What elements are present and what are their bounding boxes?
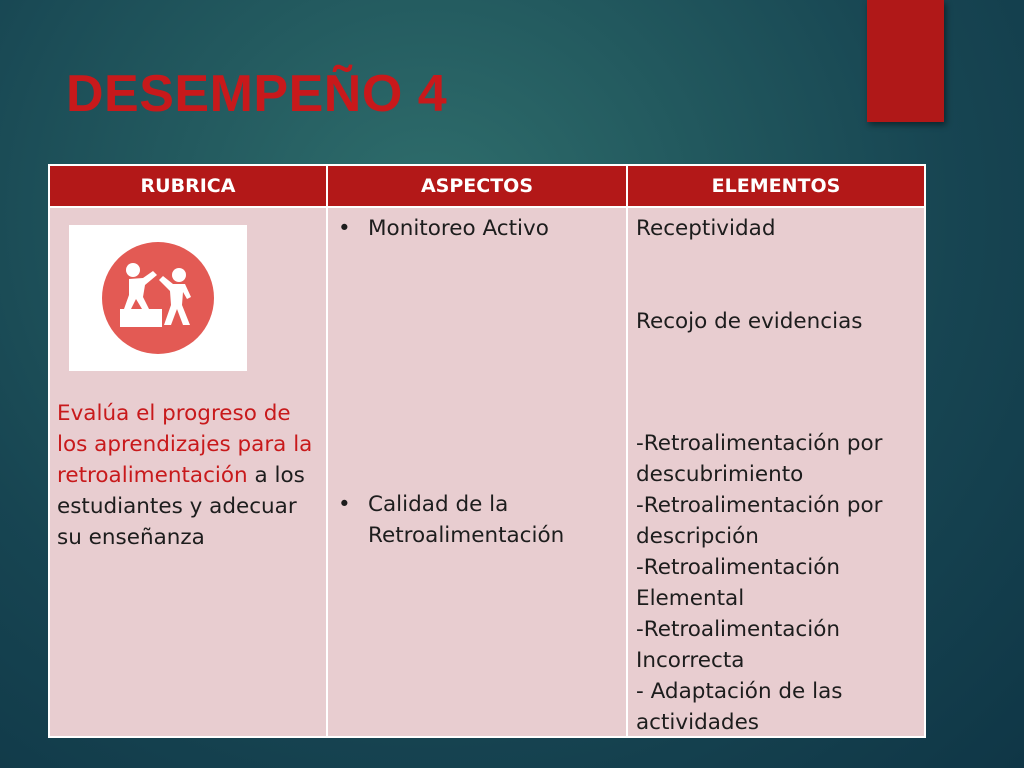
rubric-description [57,398,319,553]
header-elementos: ELEMENTOS [627,165,925,207]
aspectos-cell [327,207,627,737]
header-aspectos: ASPECTOS [327,165,627,207]
header-rubrica: RUBRICA [49,165,327,207]
element-recojo-evidencias: Recojo de evidencias [636,309,863,334]
feedback-item: -Retroalimentación Incorrecta [636,617,841,673]
slide-title: DESEMPEÑO 4 [66,65,448,123]
accent-bar [867,0,944,122]
feedback-item: -Retroalimentación por descubrimiento [636,431,883,487]
aspect-item [338,213,623,244]
feedback-item: -Retroalimentación por descripción [636,493,883,549]
rubrica-cell [49,207,327,737]
element-receptividad: Receptividad [636,216,776,241]
feedback-item: - Adaptación de las actividades [636,679,843,735]
rubric-description-rest: a los estudiantes y adecuar su enseñanza [57,463,305,550]
table-row [49,207,925,737]
rubric-description-highlight: Evalúa el progreso de los aprendizajes para la retroalimentación [57,401,313,488]
aspect-label: Monitoreo Activo [368,216,549,241]
helping-hand-climb-icon [69,225,247,371]
bullet-icon: • [338,216,351,241]
rubric-table [48,164,926,738]
table-header-row [49,165,925,207]
feedback-item: -Retroalimentación Elemental [636,555,841,611]
elementos-cell [627,207,925,737]
bullet-icon: • [338,492,351,517]
aspect-item [338,489,623,551]
feedback-list [636,428,921,738]
aspect-label: Calidad de la Retroalimentación [368,492,565,548]
